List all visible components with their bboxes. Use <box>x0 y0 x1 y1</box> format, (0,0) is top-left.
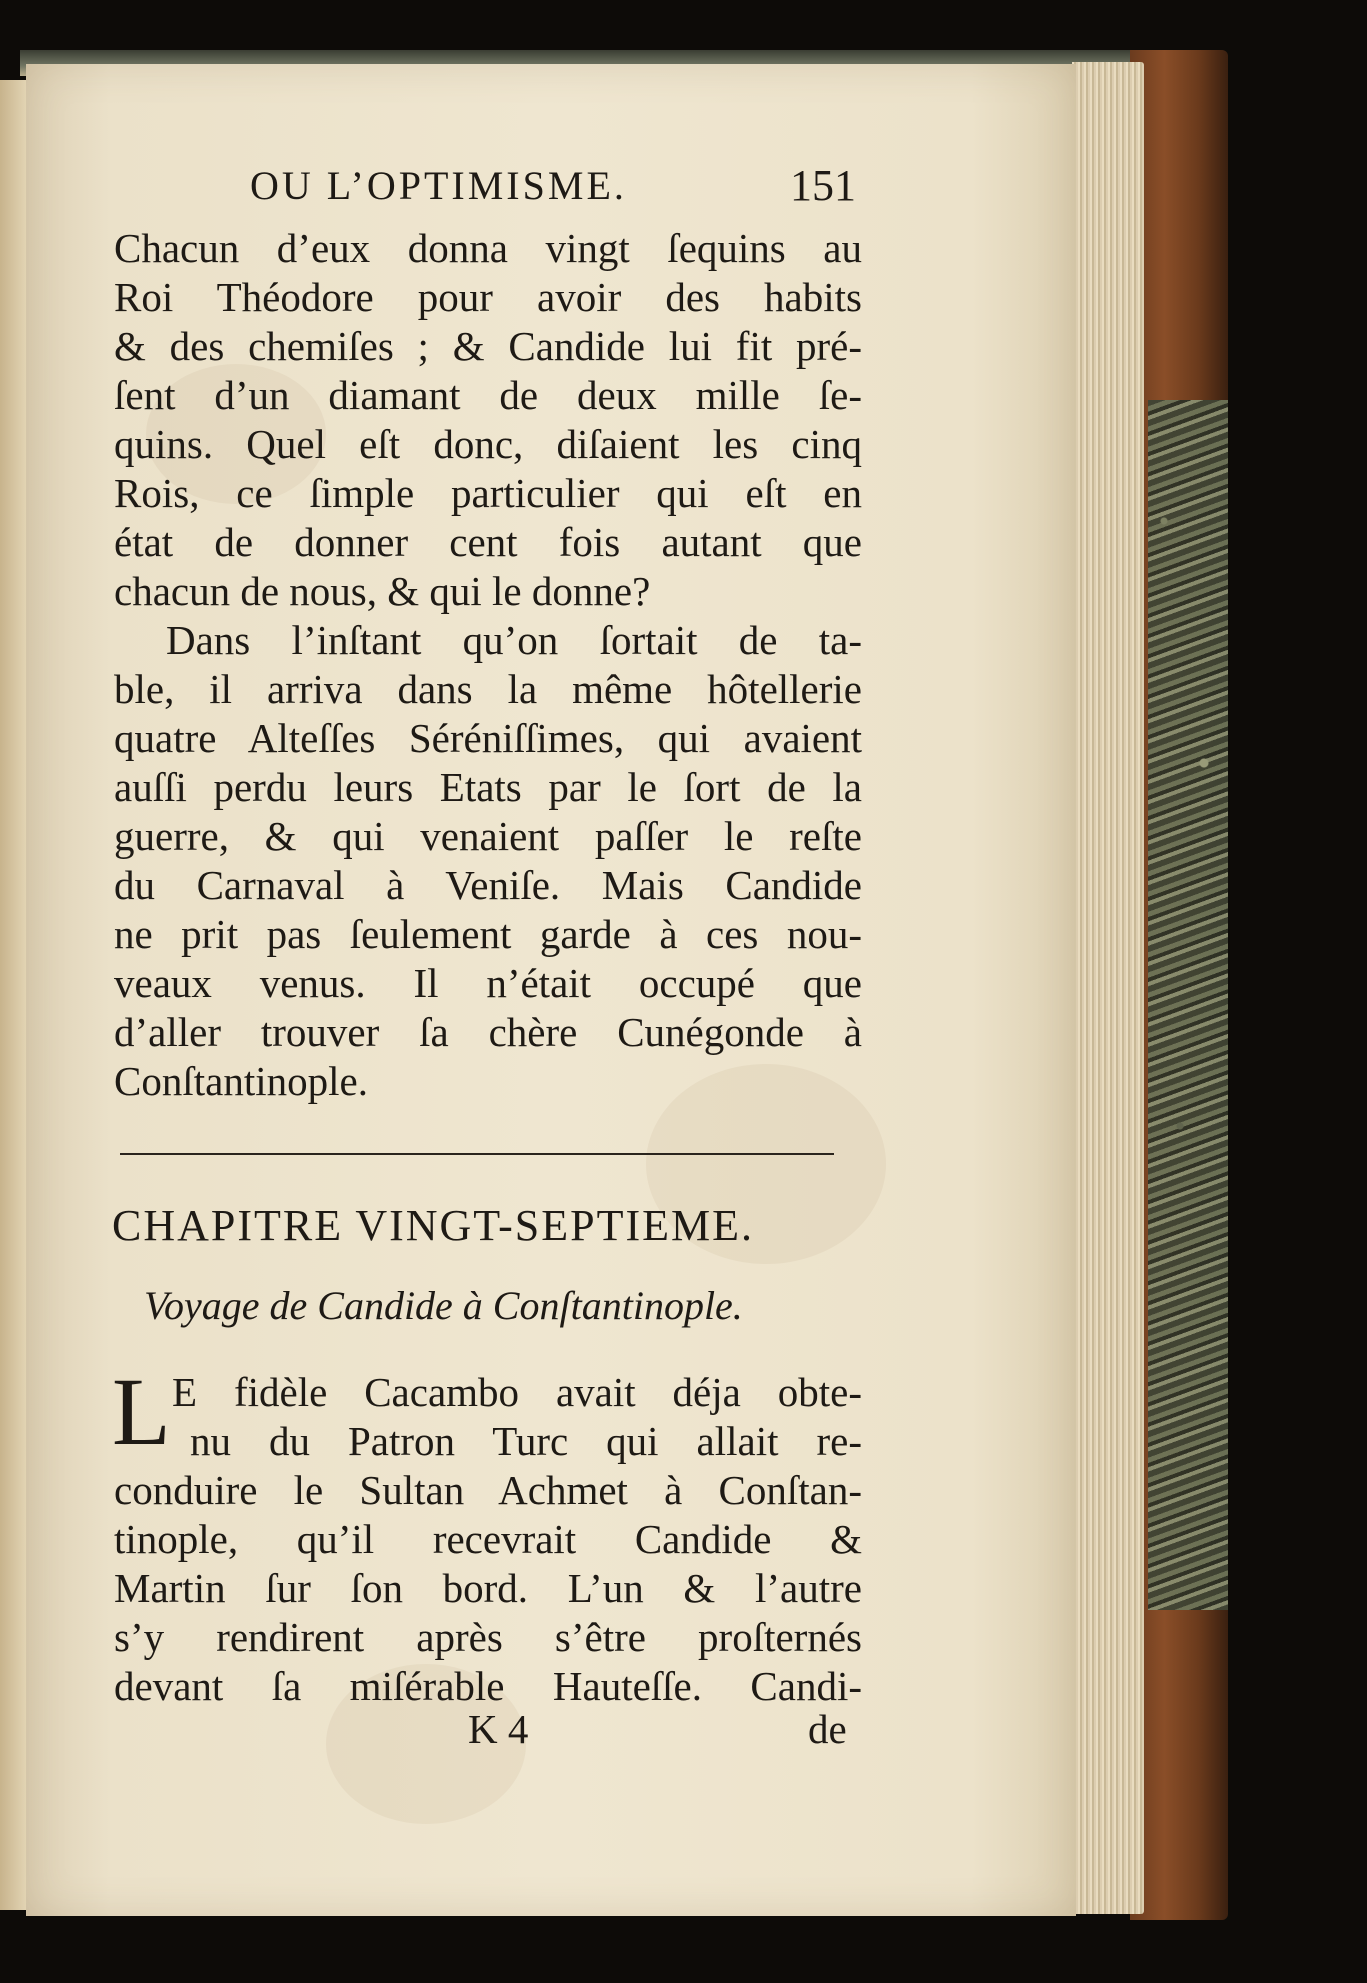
text-line: Roi Théodore pour avoir des habits <box>114 274 862 320</box>
text-line: s’y rendirent après s’être proſternés <box>114 1614 862 1660</box>
section-rule <box>120 1153 834 1155</box>
text-line: guerre, & qui venaient paſſer le reſte <box>114 813 862 859</box>
text-line: ſent d’un diamant de deux mille ſe- <box>114 372 862 418</box>
text-line: du Carnaval à Veniſe. Mais Candide <box>114 862 862 908</box>
text-line: chacun de nous, & qui le donne? <box>114 568 651 614</box>
text-line: Dans l’inſtant qu’on ſortait de ta- <box>166 617 862 663</box>
text-line: quins. Quel eſt donc, diſaient les cinq <box>114 421 862 467</box>
text-line: devant ſa miſérable Hauteſſe. Candi- <box>114 1663 862 1709</box>
chapter-title: CHAPITRE VINGT-SEPTIEME. <box>112 1201 755 1250</box>
text-line: & des chemiſes ; & Candide lui fit pré- <box>114 323 862 369</box>
text-line: Martin ſur ſon bord. L’un & l’autre <box>114 1565 862 1611</box>
page-edges <box>1072 62 1144 1914</box>
page-number: 151 <box>790 161 856 210</box>
text-line: conduire le Sultan Achmet à Conſtan- <box>114 1467 862 1513</box>
chapter-subtitle: Voyage de Candide à Conſtantinople. <box>144 1283 743 1328</box>
facing-page-edge <box>0 80 28 1910</box>
text-line: Conſtantinople. <box>114 1058 368 1104</box>
running-head: OU L’OPTIMISME. <box>250 163 627 208</box>
text-line: état de donner cent fois autant que <box>114 519 862 565</box>
text-line: nu du Patron Turc qui allait re- <box>190 1418 862 1464</box>
text-line: veaux venus. Il n’était occupé que <box>114 960 862 1006</box>
text-line: E fidèle Cacambo avait déja obte- <box>172 1369 862 1415</box>
text-line: tinople, qu’il recevrait Candide & <box>114 1516 862 1562</box>
drop-cap: L <box>112 1358 171 1465</box>
text-line: Chacun d’eux donna vingt ſequins au <box>114 225 862 271</box>
signature-mark: K 4 <box>468 1706 529 1752</box>
text-line: ne prit pas ſeulement garde à ces nou- <box>114 911 862 957</box>
catchword: de <box>808 1706 847 1752</box>
text-line: Rois, ce ſimple particulier qui eſt en <box>114 470 862 516</box>
text-line: ble, il arriva dans la même hôtellerie <box>114 666 862 712</box>
marbled-cover-board <box>1148 400 1228 1610</box>
text-line: d’aller trouver ſa chère Cunégonde à <box>114 1009 862 1055</box>
text-line: auſſi perdu leurs Etats par le ſort de la <box>114 764 862 810</box>
text-line: quatre Alteſſes Séréniſſimes, qui avaient <box>114 715 862 761</box>
